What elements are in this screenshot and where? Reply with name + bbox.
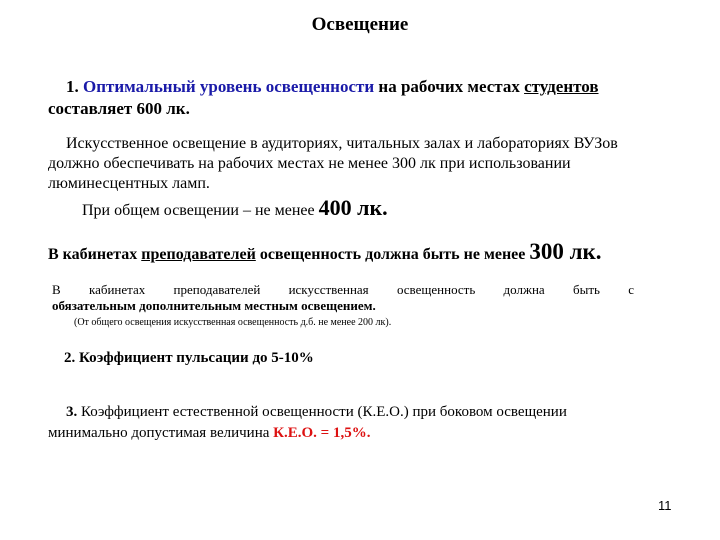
paragraph-general-lighting [82, 196, 388, 223]
page-number: 11 [658, 498, 672, 513]
text-local-lighting-required: обязательным дополнительным местным освещением. [52, 298, 376, 313]
text-students: студентов [524, 77, 599, 96]
note-general-lighting-200: (От общего освещения искусственная освещенность д.б. не менее 200 лк). [74, 317, 392, 328]
paragraph-natural-lighting [48, 402, 648, 444]
value-300-lux: 300 лк. [529, 239, 602, 264]
text-natural-lighting: Коэффициент естественной освещенности (К.Е.О.) при боковом освещении минимально допустимая величина [48, 404, 567, 441]
paragraph-artificial-lighting [48, 134, 648, 194]
text-workplaces: на рабочих местах [378, 77, 520, 96]
paragraph-pulsation-coefficient: 2. Коэффициент пульсации до 5-10% [64, 350, 314, 366]
text-artificial-lighting: Искусственное освещение в аудиториях, читальных залах и лабораториях ВУЗов должно обеспечивать на рабочих местах не менее 300 лк при использовании люминесцентных ламп. [48, 135, 618, 192]
text-in-offices: В кабинетах [48, 246, 138, 263]
text-general-lighting: При общем освещении – не менее [82, 202, 315, 219]
text-teachers: преподавателей [141, 246, 256, 263]
item-number-3: 3. [66, 404, 78, 420]
slide-title: Освещение [311, 14, 409, 35]
paragraph-optimal-illumination [48, 76, 638, 120]
item-number: 1. [66, 77, 79, 96]
text-must-be-at-least: освещенность должна быть не менее [259, 246, 526, 263]
paragraph-teachers-offices [48, 240, 602, 267]
text-600-lux: составляет 600 лк. [48, 99, 190, 118]
value-keo: К.Е.О. = 1,5%. [273, 425, 371, 441]
value-400-lux: 400 лк. [318, 195, 388, 220]
highlight-optimal-level: Оптимальный уровень освещенности [83, 77, 375, 96]
text-teachers-artificial-line: В кабинетах преподавателей искусственная освещенность должна быть с [52, 282, 634, 297]
